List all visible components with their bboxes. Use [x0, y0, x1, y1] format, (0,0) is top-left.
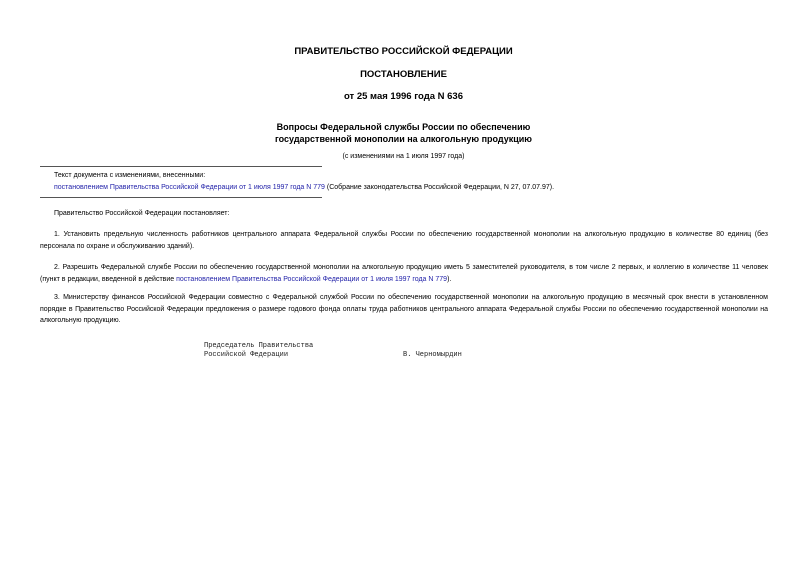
amendments-note: (с изменениями на 1 июля 1997 года) — [342, 153, 465, 160]
issuer-heading: ПРАВИТЕЛЬСТВО РОССИЙСКОЙ ФЕДЕРАЦИИ — [294, 46, 513, 57]
paragraph-2-text: 2. Разрешить Федеральной службе России по обеспечению государственной монополии на алкогольную продукцию иметь 5 заместителей руководителя, в том числе 2 первых, и коллегию в количестве 11 человек (пункт в редакции, введенной в действие — [40, 264, 768, 283]
editorial-note-source-line — [54, 182, 554, 194]
document-title — [0, 121, 807, 145]
editorial-note-top-rule — [40, 166, 322, 167]
signatory-name: В. Черномырдин — [403, 351, 462, 359]
document-date-number: от 25 мая 1996 года N 636 — [343, 91, 464, 102]
title-line-1: Вопросы Федеральной службы России по обеспечению — [276, 122, 531, 132]
paragraph-2 — [40, 262, 768, 285]
title-line-2: государственной монополии на алкогольную продукцию — [275, 134, 532, 144]
paragraph-3: 3. Министерству финансов Российской Федерации совместно с Федеральной службой России по обеспечению государственной монополии на алкогольную продукцию в месячный срок внести в установленном порядке в Правительство Российской Федерации предложения о размере годового фонда оплаты труда работников центрального аппарата Федеральной службы России по обеспечению государственной монополии на алкогольную продукцию. — [40, 294, 768, 324]
paragraph-2-decree-link[interactable]: постановлением Правительства Российской Федерации от 1 июля 1997 года N 779 — [176, 275, 448, 283]
signatory-position-line-1: Председатель Правительства — [204, 342, 314, 350]
amending-decree-link[interactable]: постановлением Правительства Российской Федерации от 1 июля 1997 года N 779 — [54, 184, 325, 191]
preamble: Правительство Российской Федерации постановляет: — [54, 210, 230, 217]
editorial-note-bottom-rule — [40, 197, 322, 198]
paragraph-2-end: ). — [447, 275, 452, 283]
paragraph-1: 1. Установить предельную численность работников центрального аппарата Федеральной службы России по обеспечению государственной монополии на алкогольную продукцию в количестве 80 единиц (без персонала по охране и обслуживанию зданий). — [40, 231, 768, 250]
editorial-note-intro: Текст документа с изменениями, внесенными: — [54, 172, 206, 179]
signatory-position — [204, 342, 313, 360]
document-type-heading: ПОСТАНОВЛЕНИЕ — [360, 69, 447, 80]
editorial-note-source: (Собрание законодательства Российской Федерации, N 27, 07.07.97). — [324, 184, 555, 191]
editorial-note — [54, 170, 554, 194]
signatory-position-line-2: Российской Федерации — [204, 351, 289, 359]
